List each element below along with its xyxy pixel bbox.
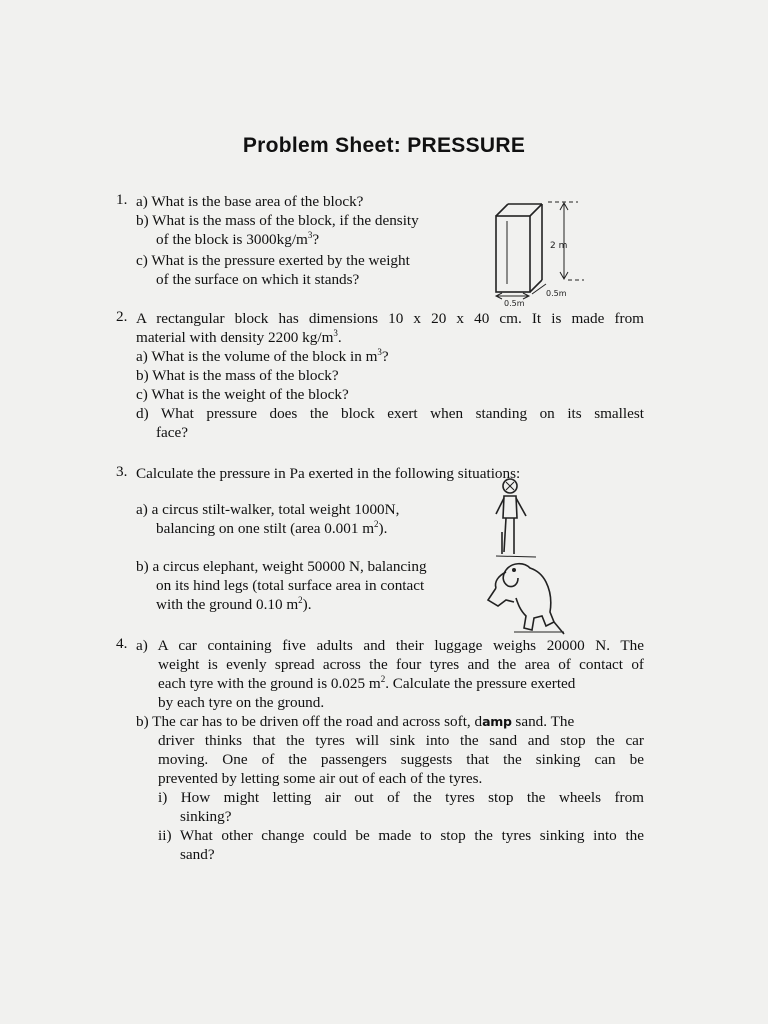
q3-part-a-line1: a) a circus stilt-walker, total weight 1000N, [136, 501, 400, 518]
q2-part-d-line1: d) What pressure does the block exert when standing on its smallest [136, 405, 644, 422]
question-3-number: 3. [116, 463, 128, 480]
q4-part-b-ii-line1: ii) What other change could be made to stop the tyres sinking into the [158, 827, 644, 844]
q1-part-a: a) What is the base area of the block? [136, 193, 364, 210]
q3-part-b-line1: b) a circus elephant, weight 50000 N, balancing [136, 558, 427, 575]
block-depth-label: 0.5m [546, 289, 567, 298]
q4-part-a-line4: by each tyre on the ground. [158, 694, 325, 711]
q3-part-a-line2: balancing on one stilt (area 0.001 $m^2$). [156, 519, 388, 537]
q3-part-b-line2: on its hind legs (total surface area in contact [156, 577, 425, 594]
q1-part-c-line2: of the surface on which it stands? [156, 271, 360, 288]
stilt-walker-drawing [484, 476, 544, 562]
block-height-label: 2 m [550, 241, 568, 251]
q2-part-c: c) What is the weight of the block? [136, 386, 349, 403]
q2-part-a: a) What is the volume of the block in $m^3$? [136, 347, 389, 365]
handwritten-correction: amp [482, 714, 512, 729]
q4-part-b-line3: moving. One of the passengers suggests that the sinking can be [158, 751, 644, 768]
page-title: Problem Sheet: PRESSURE [242, 134, 526, 157]
q4-part-b-i-line1: i) How might letting air out of the tyres stop the wheels from [158, 789, 644, 806]
q4-part-b-line4: prevented by letting some air out of each of the tyres. [158, 770, 483, 787]
q2-line2: material with density 2200 $kg/m^3$. [136, 328, 342, 346]
q4-part-b-i-line2: sinking? [180, 808, 232, 825]
q4-part-b-ii-line2: sand? [180, 846, 215, 863]
block-diagram [488, 196, 598, 308]
q1-part-c-line1: c) What is the pressure exerted by the weight [136, 252, 410, 269]
question-1-number: 1. [116, 191, 128, 208]
q4-part-a-line3: each tyre with the ground is 0.025 $m^2$. Calculate the pressure exerted [158, 674, 576, 692]
question-2-number: 2. [116, 308, 128, 325]
question-4-number: 4. [116, 635, 128, 652]
block-width-label: 0.5m [504, 299, 525, 308]
q2-part-b: b) What is the mass of the block? [136, 367, 339, 384]
q4-part-a-line1: a) A car containing five adults and their luggage weighs 20000 N. The [136, 637, 644, 654]
q3-intro: Calculate the pressure in Pa exerted in the following situations: [136, 465, 521, 482]
q2-part-d-line2: face? [156, 424, 189, 441]
q4-part-b-line1: b) The car has to be driven off the road and across soft, damp sand. The [136, 713, 575, 730]
q4-part-b-line2: driver thinks that the tyres will sink into the sand and stop the car [158, 732, 644, 749]
q4-part-a-line2: weight is evenly spread across the four tyres and the area of contact of [158, 656, 644, 673]
elephant-drawing [484, 560, 568, 636]
q1-part-b-line2: of the block is $3000kg/m^3$? [156, 230, 320, 248]
q3-part-b-line3: with the ground 0.10 $m^2$). [156, 595, 312, 613]
q1-part-b-line1: b) What is the mass of the block, if the density [136, 212, 419, 229]
q2-line1: A rectangular block has dimensions 10 x 20 x 40 cm. It is made from [136, 310, 644, 327]
